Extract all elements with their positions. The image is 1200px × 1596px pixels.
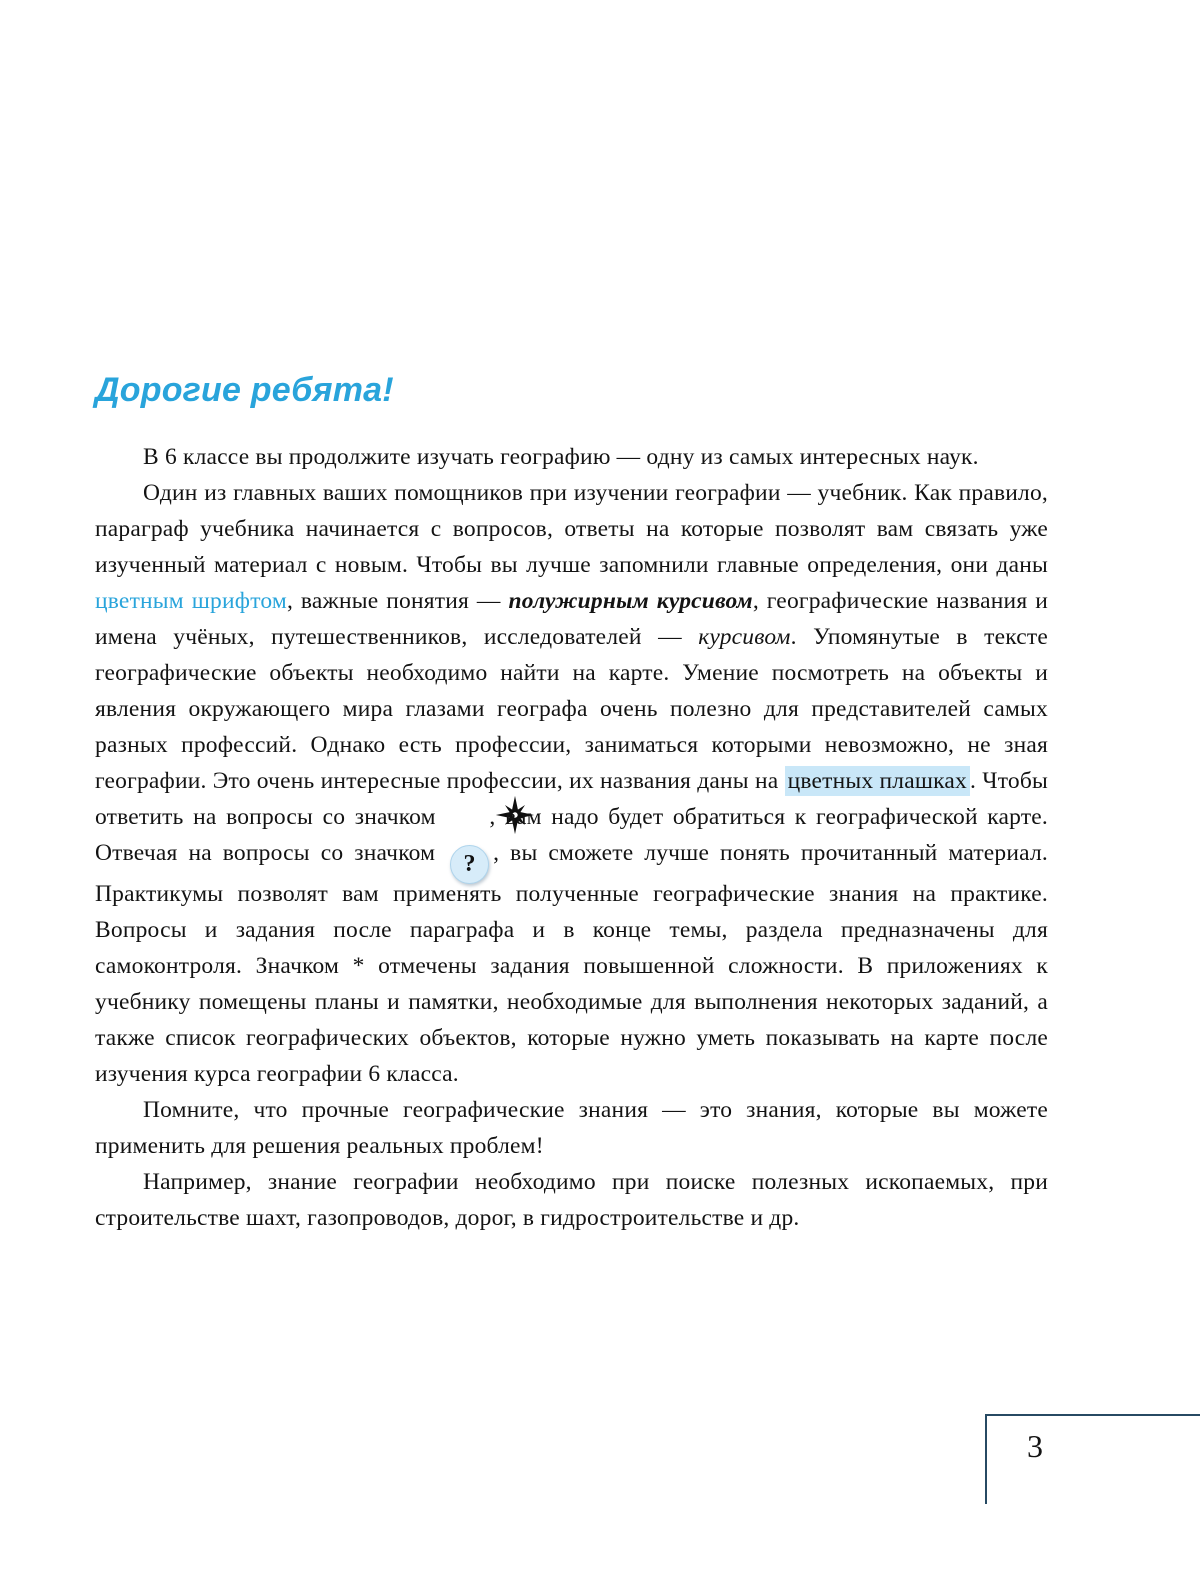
page-number-box [985,1414,1200,1504]
compass-icon [447,795,487,835]
text-segment-text: , вы сможете лучше понять прочитанный материал. Практикумы позволят вам применять полученные географические знания на практике. Вопросы и задания после параграфа и в конце темы, раздела предназначены для самоконтроля. Значком * отмечены задания повышенной сложности. В приложениях к учебнику помещены планы и памятки, необходимые для выполнения некоторых заданий, а также список географических объектов, которые нужно уметь показывать на карте после изучения курса географии 6 класса. [95,840,1049,1087]
text-segment-text: . Чтобы ответить на вопросы со значком [95,768,1049,831]
paragraph [95,475,1048,1092]
text-segment-text: Например, знание географии необходимо при поиске полезных ископаемых, при строительстве шахт, газопроводов, дорог, в гидростроительстве и др. [95,1168,1048,1231]
text-segment-text: , вам надо будет обратиться к географической карте. Отвечая на вопросы со значком [95,804,1048,867]
page-heading: Дорогие ребята! [95,371,394,409]
page-number: 3 [1027,1428,1043,1464]
question-icon: ? [450,845,489,884]
text-segment-text: Один из главных ваших помощников при изучении географии — учебник. Как правило, параграф учебника начинается с вопросов, ответы на которые позволят вам связать уже изученный материал с новым. Чтобы вы лучше запомнили главные определения, они даны [95,480,1048,579]
content-column [95,372,1048,1236]
text-segment-text: , географические названия и имена учёных, путешественников, исследователей — [95,588,1048,651]
text-segment-colored: цветным шрифтом [95,588,287,615]
paragraph [95,1164,1048,1236]
text-segment-text: , важные понятия — [286,588,509,615]
text-segment-highlight: цветных плашках [785,766,970,796]
text-segment-text: . Упомянутые в тексте географические объекты необходимо найти на карте. Умение посмотреть на объекты и явления окружающего мира глазами географа очень полезно для представителей самых разных профессий. Однако есть профессии, заниматься которыми невозможно, не зная географии. Это очень интересные профессии, их названия даны на [95,624,1049,795]
body-text [95,439,1048,1236]
paragraph [95,1092,1048,1164]
text-segment-italic: курсивом [698,624,791,651]
text-segment-bold-italic: полужирным курсивом [508,588,753,615]
text-segment-text: В 6 классе вы продолжите изучать географию — одну из самых интересных наук. [143,444,979,471]
text-segment-text: Помните, что прочные географические знания — это знания, которые вы можете применить для решения реальных проблем! [95,1096,1048,1159]
paragraph [95,439,1048,475]
